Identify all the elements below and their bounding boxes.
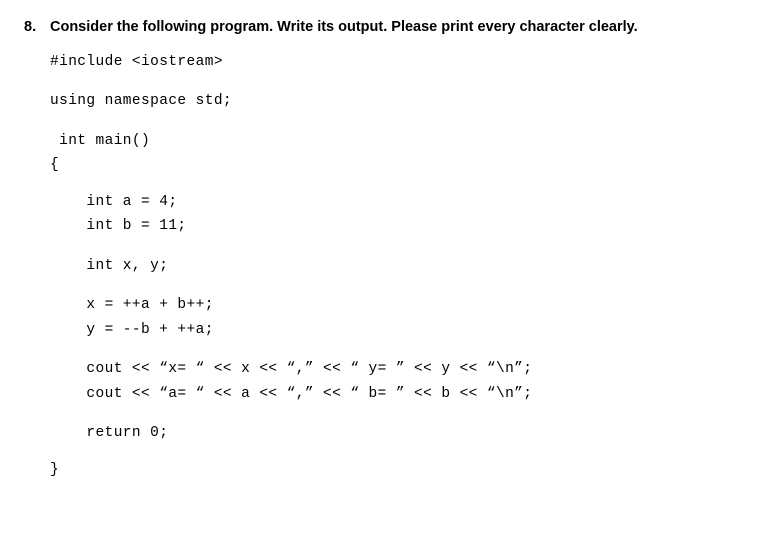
code-line-int-a: int a = 4; [50,193,178,210]
code-line-return: return 0; [50,425,169,442]
code-line-cout-2: cout << “a= “ << a << “,” << “ b= ” << b << “\n”; [50,385,533,402]
question-text: Consider the following program. Write its output. Please print every character clearly. [50,19,638,35]
question-block [0,0,768,37]
spacer [50,273,768,298]
code-line-include: #include <iostream> [50,53,223,70]
spacer [50,173,768,195]
spacer [50,69,768,94]
code-line-int-xy: int x, y; [50,257,169,274]
spacer [50,401,768,426]
spacer [50,148,768,158]
code-line-using: using namespace std; [50,93,233,110]
spacer [50,441,768,463]
spacer [50,234,768,259]
code-line-open-brace: { [50,157,60,174]
code-line-main: int main() [50,132,151,149]
code-line-int-b: int b = 11; [50,218,187,235]
code-line-close-brace: } [50,461,60,478]
question-number: 8. [24,19,37,35]
code-line-cout-1: cout << “x= “ << x << “,” << “ y= ” << y << “\n”; [50,361,533,378]
code-listing [0,37,768,478]
spacer [50,337,768,362]
code-line-x-expr: x = ++a + b++; [50,297,214,314]
spacer [50,109,768,134]
code-line-y-expr: y = --b + ++a; [50,321,214,338]
